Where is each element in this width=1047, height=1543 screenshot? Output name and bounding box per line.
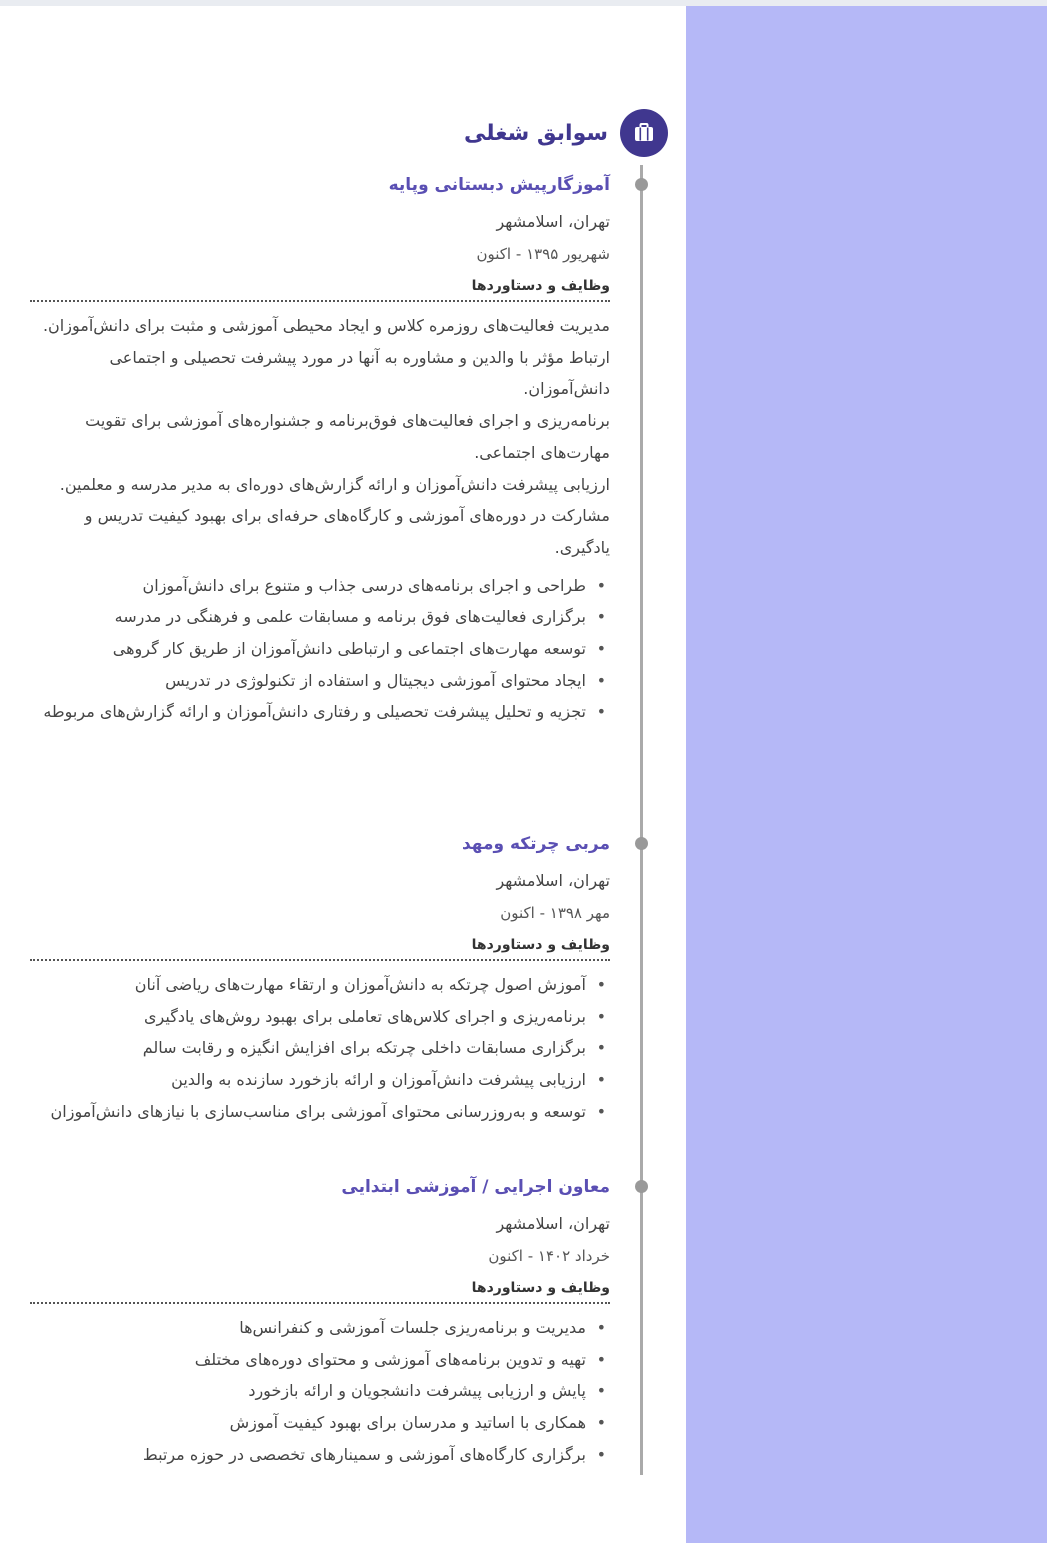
duty-paragraph: ارتباط مؤثر با والدین و مشاوره به آنها در مورد پیشرفت تحصیلی و اجتماعی دانش‌آموزان. <box>109 347 610 399</box>
job-entry <box>30 1174 610 1471</box>
duty-paragraph: مدیریت فعالیت‌های روزمره کلاس و ایجاد محیطی آموزشی و مثبت برای دانش‌آموزان. <box>42 316 610 335</box>
duty-item: • تجزیه و تحلیل پیشرفت تحصیلی و رفتاری دانش‌آموزان و ارائه گزارش‌های مربوطه <box>30 696 610 728</box>
duty-item: • تهیه و تدوین برنامه‌های آموزشی و محتوای دوره‌های مختلف <box>30 1344 610 1376</box>
resume-sidebar <box>686 6 1047 1543</box>
timeline-dot <box>635 178 648 191</box>
duty-item: • همکاری با اساتید و مدرسان برای بهبود کیفیت آموزش <box>30 1407 610 1439</box>
job-title: آموزگارپیش دبستانی وپایه <box>388 175 610 195</box>
duty-item: • پایش و ارزیابی پیشرفت دانشجویان و ارائه بازخورد <box>30 1375 610 1407</box>
duty-item: • برگزاری مسابقات داخلی چرتکه برای افزایش انگیزه و رقابت سالم <box>30 1032 610 1064</box>
duties-label: وظایف و دستاوردها <box>30 1277 610 1304</box>
job-date: خرداد ۱۴۰۲ - اکنون <box>488 1247 610 1265</box>
job-location: تهران، اسلامشهر <box>496 212 610 231</box>
duty-item: • برگزاری کارگاه‌های آموزشی و سمینارهای تخصصی در حوزه مرتبط <box>30 1439 610 1471</box>
duty-item: • توسعه مهارت‌های اجتماعی و ارتباطی دانش‌آموزان از طریق کار گروهی <box>30 633 610 665</box>
timeline-line <box>640 165 643 1475</box>
duty-item: • برگزاری فعالیت‌های فوق برنامه و مسابقات علمی و فرهنگی در مدرسه <box>30 601 610 633</box>
duties-list <box>30 1312 610 1471</box>
duty-paragraph: برنامه‌ریزی و اجرای فعالیت‌های فوق‌برنامه و جشنواره‌های آموزشی برای تقویت مهارت‌های اجتماعی. <box>85 411 610 462</box>
duty-item: • برنامه‌ریزی و اجرای کلاس‌های تعاملی برای بهبود روش‌های یادگیری <box>30 1001 610 1033</box>
duty-item: • طراحی و اجرای برنامه‌های درسی جذاب و متنوع برای دانش‌آموزان <box>30 570 610 602</box>
job-location: تهران، اسلامشهر <box>496 1214 610 1233</box>
section-header <box>464 108 668 158</box>
duties-paragraphs <box>30 310 610 564</box>
duty-item: • ایجاد محتوای آموزشی دیجیتال و استفاده از تکنولوژی در تدریس <box>30 665 610 697</box>
job-entry <box>30 831 610 1128</box>
duty-item: • آموزش اصول چرتکه به دانش‌آموزان و ارتقاء مهارت‌های ریاضی آنان <box>30 969 610 1001</box>
job-location: تهران، اسلامشهر <box>496 871 610 890</box>
job-entry <box>30 172 610 728</box>
section-title: سوابق شغلی <box>463 120 608 146</box>
duty-item: • ارزیابی پیشرفت دانش‌آموزان و ارائه بازخورد سازنده به والدین <box>30 1064 610 1096</box>
timeline-dot <box>635 837 648 850</box>
duties-list <box>30 570 610 729</box>
briefcase-icon <box>620 109 668 157</box>
duty-paragraph: مشارکت در دوره‌های آموزشی و کارگاه‌های حرفه‌ای برای بهبود کیفیت تدریس و یادگیری. <box>84 506 610 557</box>
duties-list <box>30 969 610 1128</box>
job-title: معاون اجرایی / آموزشی ابتدایی <box>341 1177 610 1197</box>
duties-label: وظایف و دستاوردها <box>30 934 610 961</box>
timeline-dot <box>635 1180 648 1193</box>
job-date: شهریور ۱۳۹۵ - اکنون <box>476 245 610 263</box>
job-title: مربی چرتکه ومهد <box>461 834 610 854</box>
duty-paragraph: ارزیابی پیشرفت دانش‌آموزان و ارائه گزارش‌های دوره‌ای به مدیر مدرسه و معلمین. <box>59 474 610 494</box>
duty-item: • مدیریت و برنامه‌ریزی جلسات آموزشی و کنفرانس‌ها <box>30 1312 610 1344</box>
duty-item: • توسعه و به‌روزرسانی محتوای آموزشی برای مناسب‌سازی با نیازهای دانش‌آموزان <box>30 1096 610 1128</box>
duties-label: وظایف و دستاوردها <box>30 275 610 302</box>
job-date: مهر ۱۳۹۸ - اکنون <box>500 904 610 922</box>
